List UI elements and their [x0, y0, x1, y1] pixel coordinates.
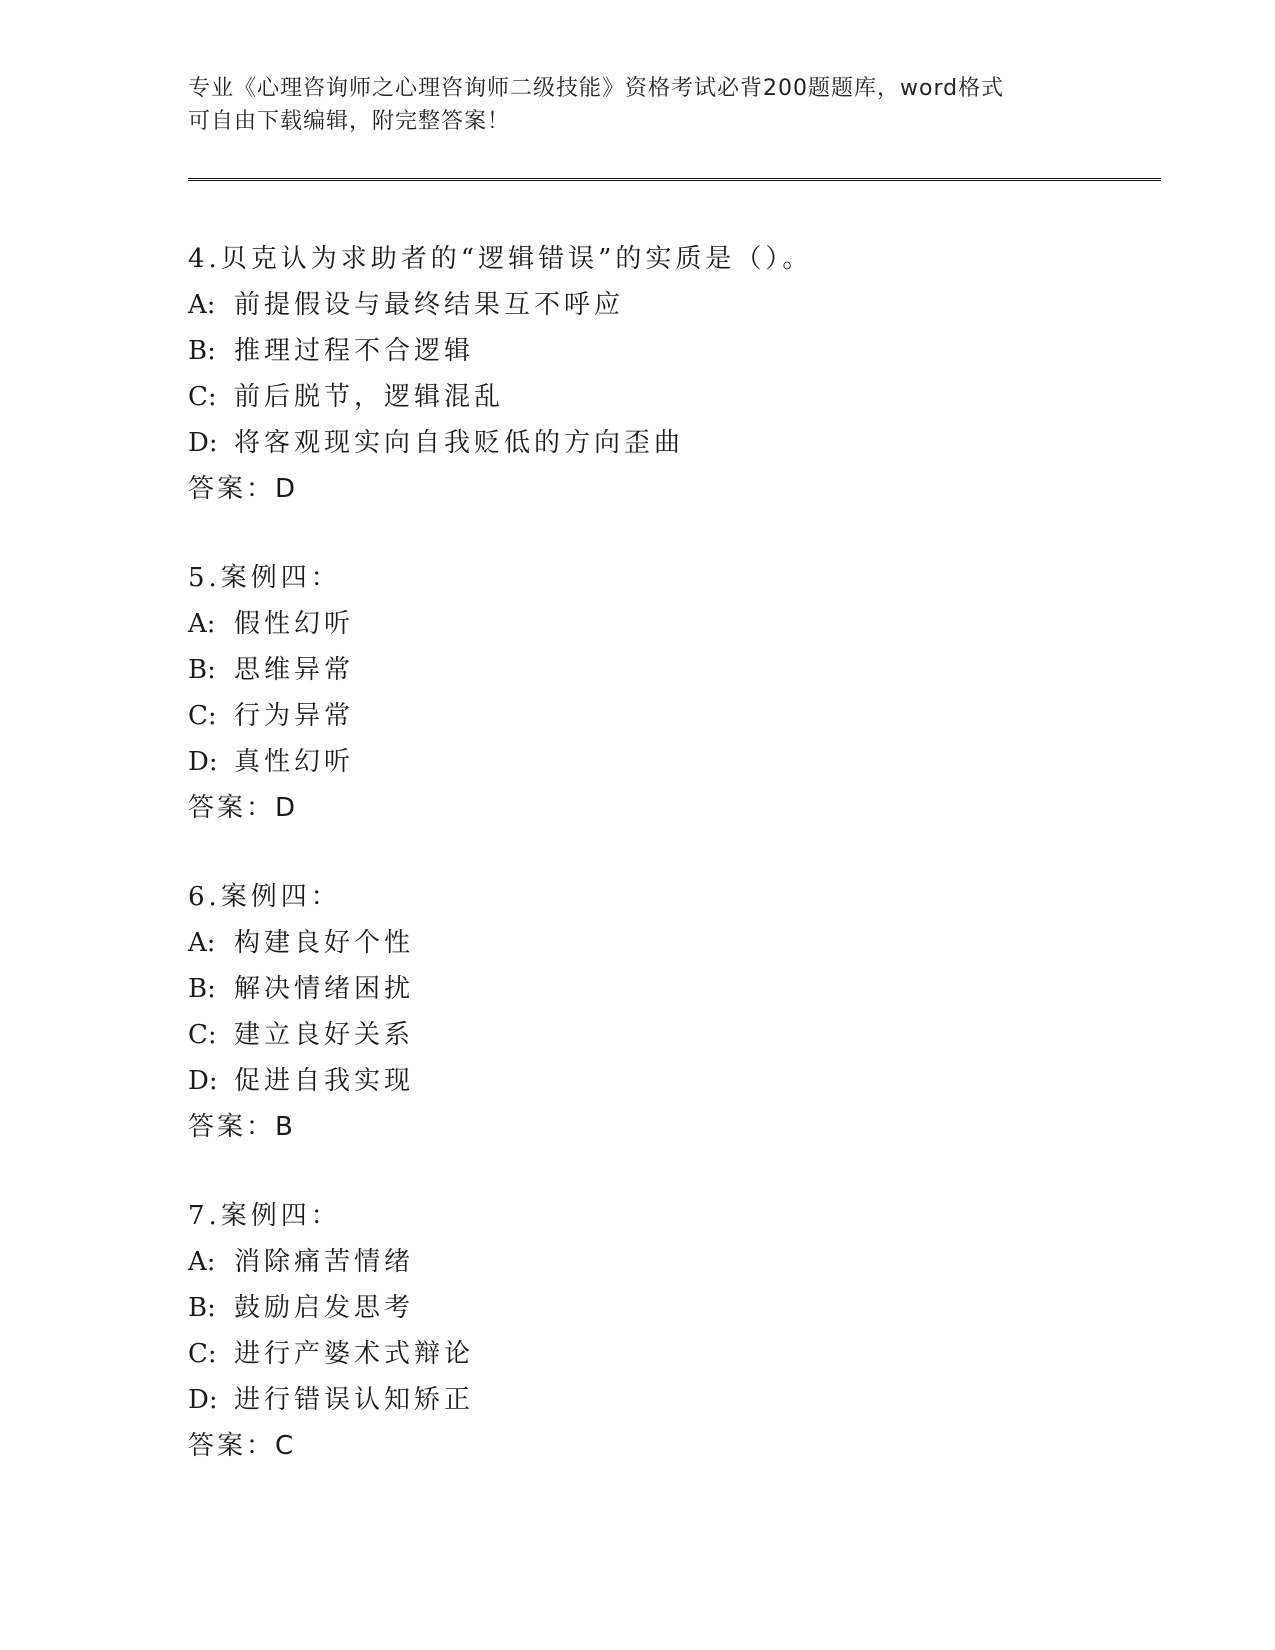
answer-line: 答案：B: [188, 1112, 296, 1142]
option-label: C:: [188, 701, 217, 731]
option-label: D:: [188, 747, 218, 777]
option-b: [188, 1285, 1148, 1331]
option-b: [188, 966, 1148, 1012]
option-label: A:: [188, 928, 216, 958]
question-6: [188, 874, 1148, 1150]
option-a: [188, 282, 1148, 328]
option-d: [188, 1058, 1148, 1104]
option-text: 推理过程不合逻辑: [234, 336, 475, 366]
option-text: 思维异常: [234, 655, 355, 685]
option-a: [188, 601, 1148, 647]
option-b: [188, 647, 1148, 693]
option-text: 鼓励启发思考: [234, 1293, 415, 1323]
option-label: A:: [188, 290, 216, 320]
answer-line: 答案：D: [188, 474, 299, 504]
option-text: 进行产婆术式辩论: [234, 1339, 475, 1369]
option-text: 构建良好个性: [234, 928, 415, 958]
option-label: D:: [188, 1066, 218, 1096]
question-stem: 5.案例四：: [188, 563, 341, 593]
option-c: [188, 1012, 1148, 1058]
option-c: [188, 693, 1148, 739]
option-d: [188, 420, 1148, 466]
option-text: 建立良好关系: [234, 1020, 415, 1050]
question-5: [188, 555, 1148, 831]
option-b: [188, 328, 1148, 374]
option-label: C:: [188, 382, 217, 412]
header-title-line-2: 可自由下载编辑，附完整答案！: [188, 109, 511, 134]
option-c: [188, 1331, 1148, 1377]
option-text: 前提假设与最终结果互不呼应: [234, 290, 625, 320]
option-c: [188, 374, 1148, 420]
option-label: A:: [188, 1247, 216, 1277]
option-text: 消除痛苦情绪: [234, 1247, 415, 1277]
option-text: 前后脱节，逻辑混乱: [234, 382, 505, 412]
option-a: [188, 920, 1148, 966]
option-label: D:: [188, 428, 218, 458]
question-stem: 6.案例四：: [188, 882, 341, 912]
question-4: [188, 236, 1148, 512]
question-list: [188, 236, 1148, 1512]
answer-line: 答案：D: [188, 793, 299, 823]
question-7: [188, 1193, 1148, 1469]
option-text: 假性幻听: [234, 609, 355, 639]
option-label: C:: [188, 1020, 217, 1050]
option-text: 行为异常: [234, 701, 355, 731]
option-label: D:: [188, 1385, 218, 1415]
header-divider: [188, 178, 1161, 181]
option-label: B:: [188, 655, 216, 685]
question-stem: 4.贝克认为求助者的“逻辑错误”的实质是（）。: [188, 244, 813, 274]
option-label: B:: [188, 336, 216, 366]
option-label: A:: [188, 609, 216, 639]
option-d: [188, 739, 1148, 785]
option-text: 促进自我实现: [234, 1066, 415, 1096]
option-label: B:: [188, 974, 216, 1004]
option-text: 将客观现实向自我贬低的方向歪曲: [234, 428, 685, 458]
header-title-line-1: 专业《心理咨询师之心理咨询师二级技能》资格考试必背200题题库，word格式: [188, 76, 1005, 101]
document-header: [188, 72, 1088, 138]
question-stem: 7.案例四：: [188, 1201, 341, 1231]
option-label: B:: [188, 1293, 216, 1323]
option-text: 解决情绪困扰: [234, 974, 415, 1004]
option-a: [188, 1239, 1148, 1285]
option-d: [188, 1377, 1148, 1423]
option-text: 真性幻听: [234, 747, 355, 777]
answer-line: 答案：C: [188, 1431, 297, 1461]
option-text: 进行错误认知矫正: [234, 1385, 475, 1415]
option-label: C:: [188, 1339, 217, 1369]
